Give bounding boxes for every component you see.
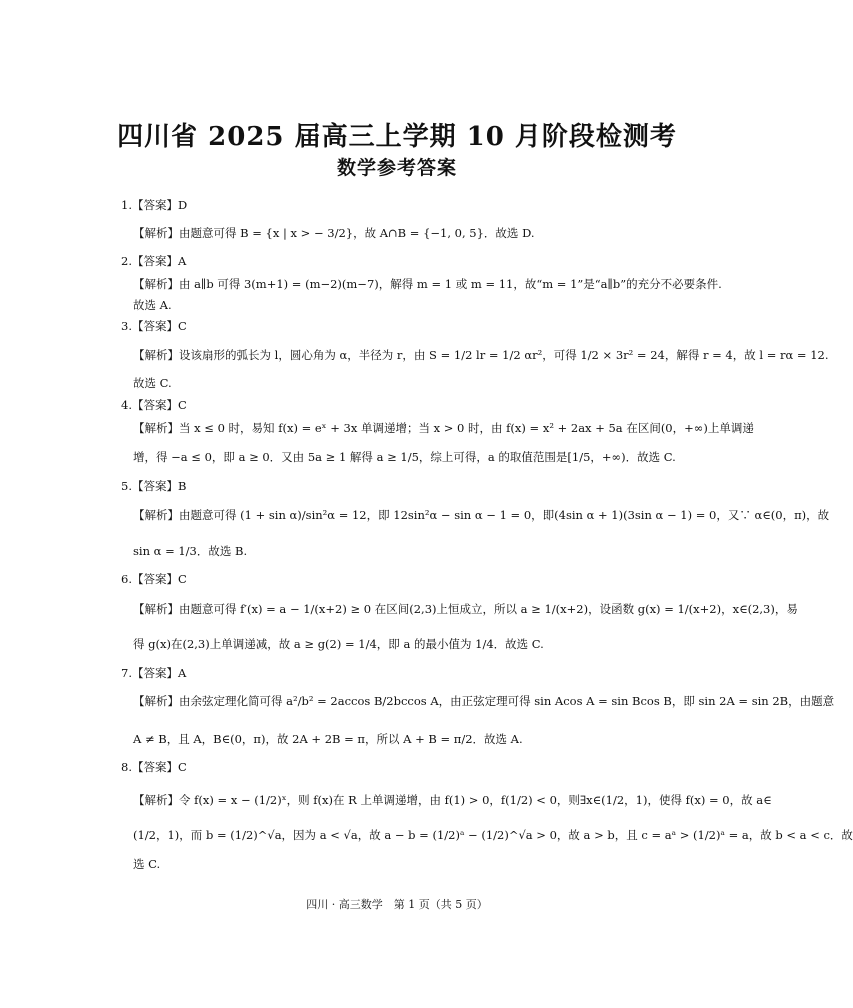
analysis-line-q8-1: 【解析】令 f(x) = x − (1/2)ˣ，则 f(x)在 R 上单调递增，由 f(1) > 0，f(1/2) < 0，则∃x∈(1/2，1)，使得 f(x) = 0，故 a∈ [133,793,772,807]
page-footer: 四川 · 高三数学 第 1 页（共 5 页） [306,898,488,911]
answer-line-q7: 7.【答案】A [121,666,187,680]
analysis-line-q6-1: 【解析】由题意可得 f′(x) = a − 1/(x+2) ≥ 0 在区间(2,3)上恒成立，所以 a ≥ 1/(x+2)，设函数 g(x) = 1/(x+2)，x∈(2,3)，易 [133,602,798,616]
page-title: 四川省 2025 届高三上学期 10 月阶段检测考 [117,122,677,152]
analysis-line-q1-1: 【解析】由题意可得 B = {x | x > − 3/2}，故 A∩B = {−1, 0, 5}．故选 D. [133,226,535,240]
analysis-line-q5-2: sin α = 1/3．故选 B. [133,544,248,558]
answer-line-q6: 6.【答案】C [121,572,187,586]
analysis-line-q8-2: (1/2，1)，而 b = (1/2)^√a，因为 a < √a，故 a − b = (1/2)ᵃ − (1/2)^√a > 0，故 a > b，且 c = aᵃ > (1/2)ᵃ = a，故 b < a < c．故 [133,828,853,842]
answer-line-q8: 8.【答案】C [121,760,187,774]
answer-line-q5: 5.【答案】B [121,479,187,493]
analysis-line-q7-2: A ≠ B，且 A，B∈(0，π)，故 2A + 2B = π，所以 A + B = π/2．故选 A. [133,732,523,746]
analysis-line-q3-2: 故选 C. [133,376,172,390]
analysis-line-q6-2: 得 g(x)在(2,3)上单调递减，故 a ≥ g(2) = 1/4，即 a 的最小值为 1/4．故选 C. [133,637,544,651]
analysis-line-q7-1: 【解析】由余弦定理化简可得 a²/b² = 2accos B/2bccos A，由正弦定理可得 sin Acos A = sin Bcos B，即 sin 2A = sin 2B，由题意 [133,694,835,708]
analysis-line-q2-1: 【解析】由 a∥b 可得 3(m+1) = (m−2)(m−7)，解得 m = 1 或 m = 11，故“m = 1”是“a∥b”的充分不必要条件. [133,277,722,291]
analysis-line-q5-1: 【解析】由题意可得 (1 + sin α)/sin²α = 12，即 12sin²α − sin α − 1 = 0，即(4sin α + 1)(3sin α − 1) = 0，又∵ α∈(0，π)，故 [133,508,830,522]
analysis-line-q4-1: 【解析】当 x ≤ 0 时，易知 f(x) = eˣ + 3x 单调递增；当 x > 0 时，由 f(x) = x² + 2ax + 5a 在区间(0，+∞)上单调递 [133,421,754,435]
page-subtitle: 数学参考答案 [336,157,457,179]
analysis-line-q8-3: 选 C. [133,857,161,871]
answer-line-q1: 1.【答案】D [121,198,188,212]
answer-line-q4: 4.【答案】C [121,398,187,412]
answer-line-q2: 2.【答案】A [121,254,187,268]
analysis-line-q3-1: 【解析】设该扇形的弧长为 l，圆心角为 α，半径为 r，由 S = 1/2 lr = 1/2 αr²，可得 1/2 × 3r² = 24，解得 r = 4，故 l = rα = 12. [133,348,829,362]
analysis-line-q4-2: 增，得 −a ≤ 0，即 a ≥ 0．又由 5a ≥ 1 解得 a ≥ 1/5，综上可得，a 的取值范围是[1/5，+∞)．故选 C. [133,450,676,464]
analysis-line-q2-2: 故选 A. [133,298,172,312]
answer-line-q3: 3.【答案】C [121,319,187,333]
